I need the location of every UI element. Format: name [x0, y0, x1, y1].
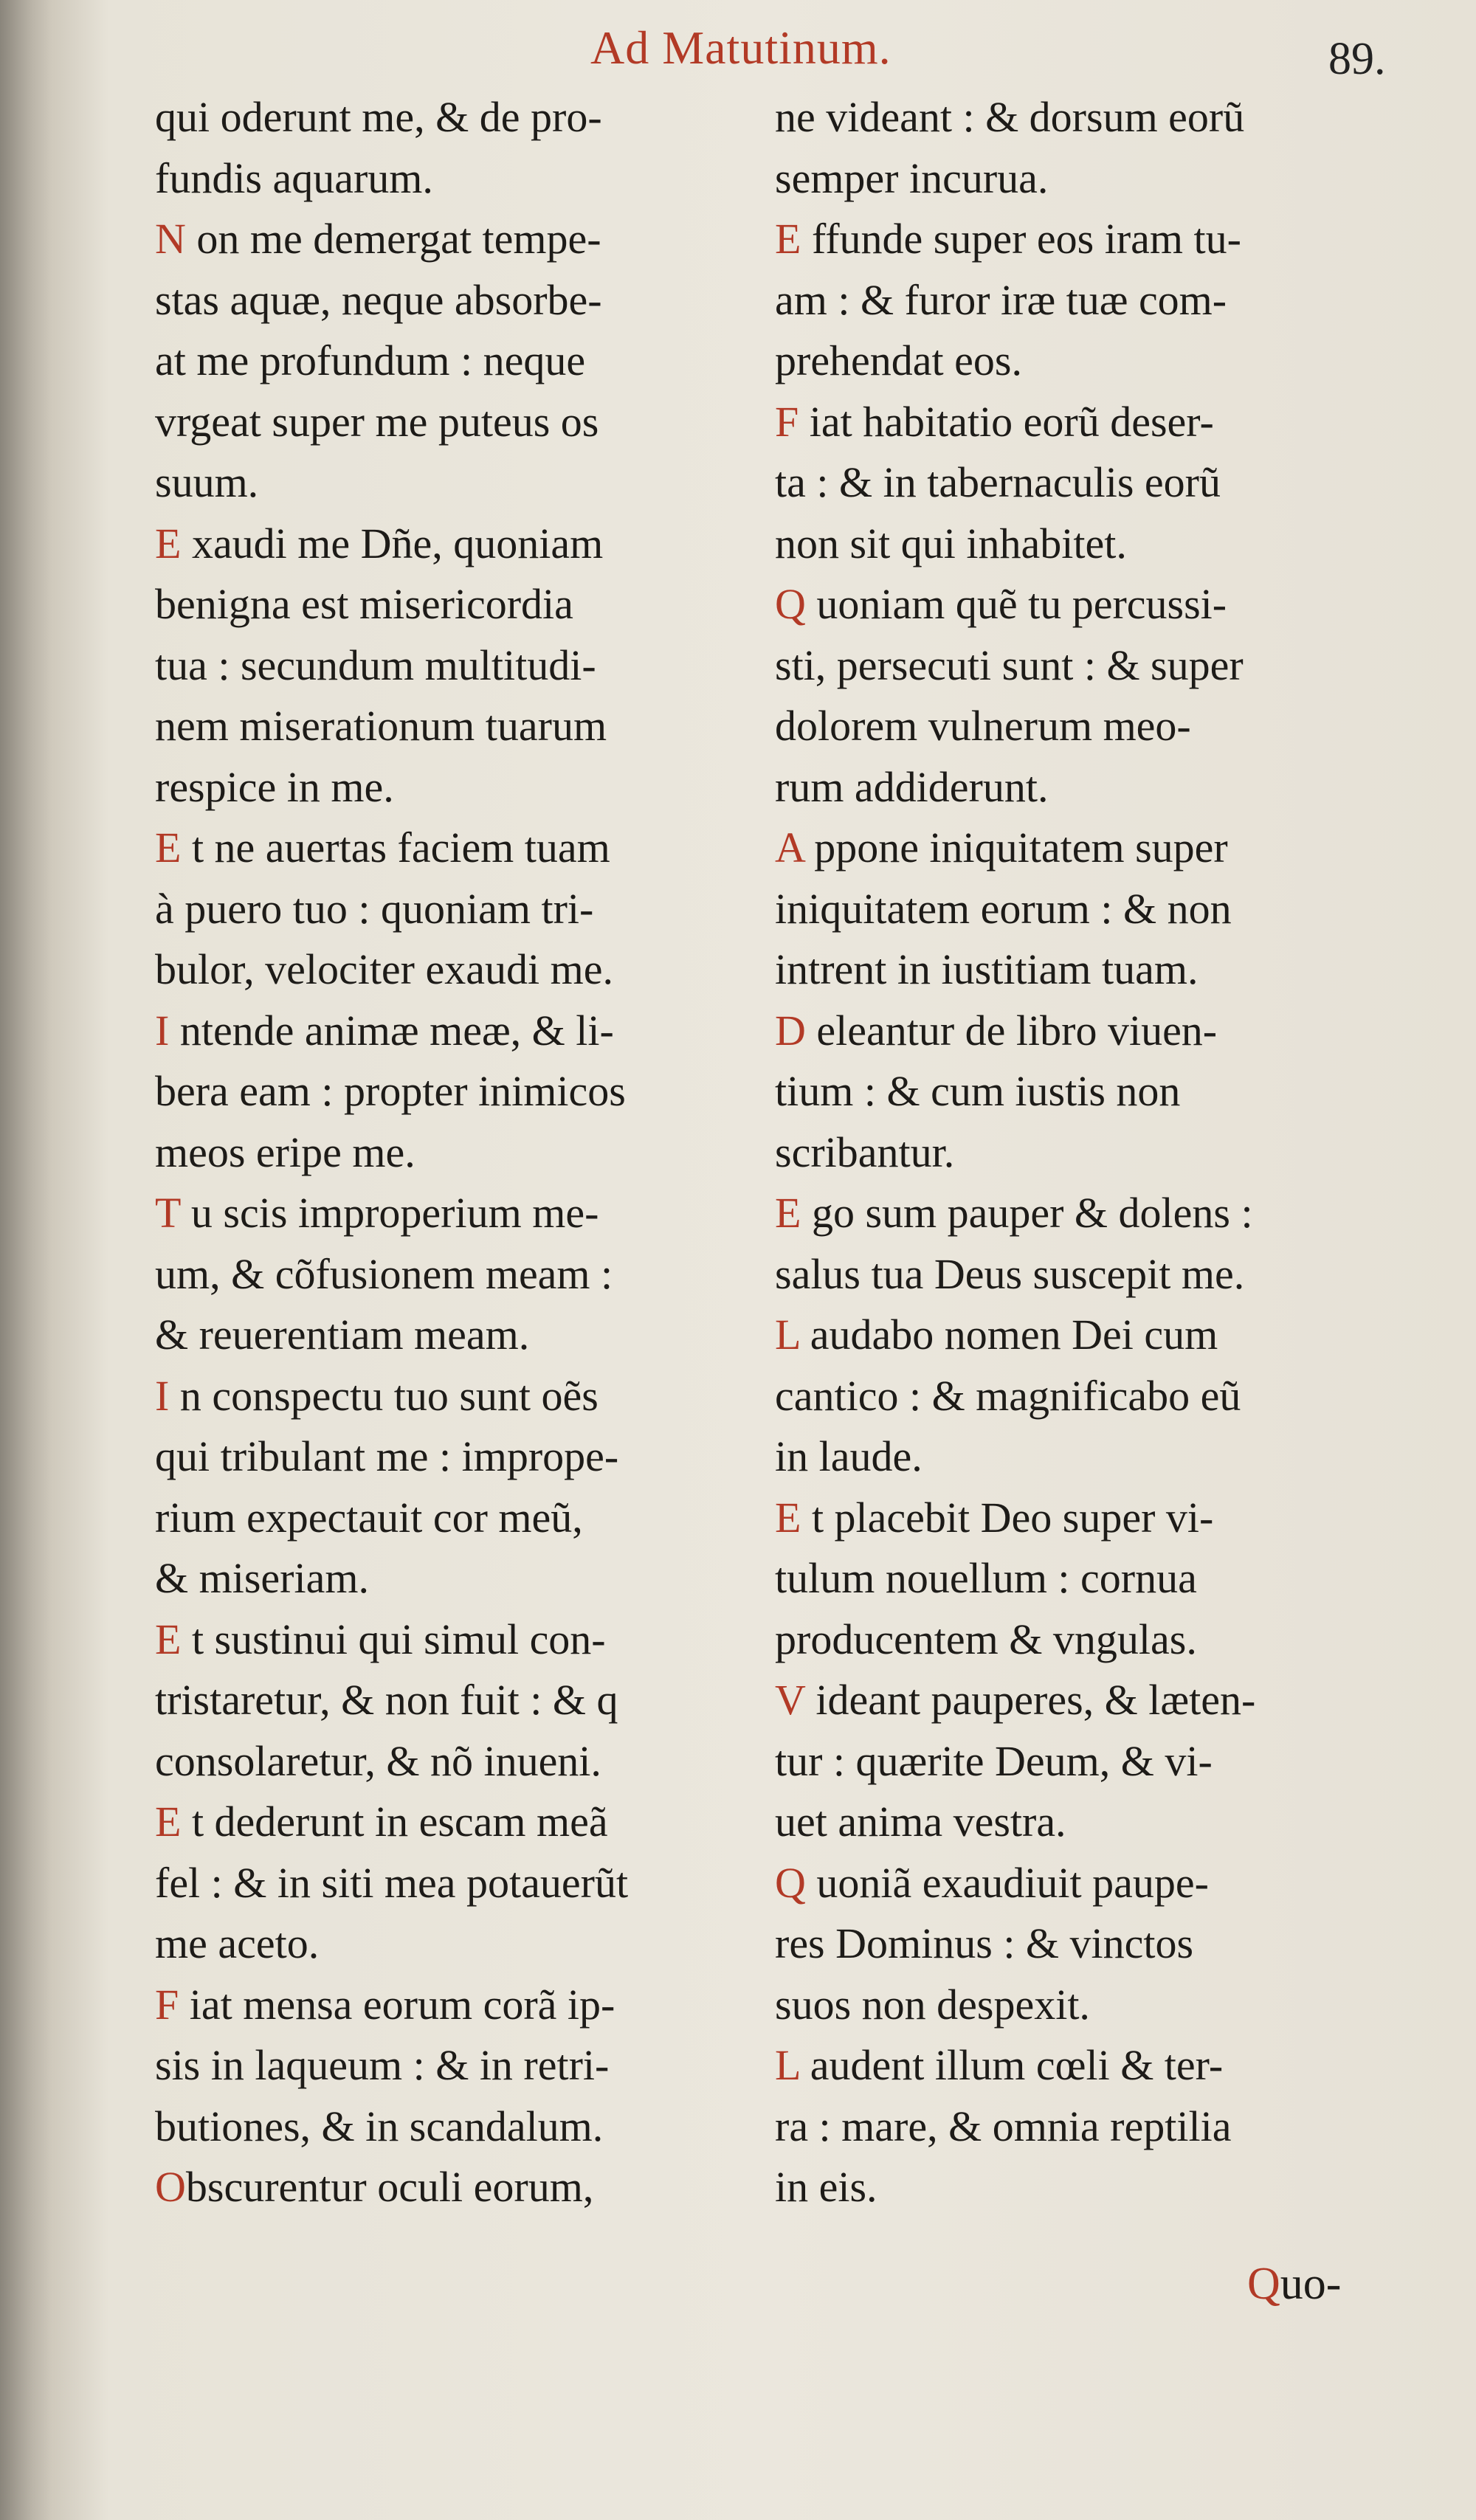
- line-text: fundis aquarum.: [155, 153, 433, 202]
- line-text: me aceto.: [155, 1919, 320, 1967]
- text-line: [775, 1609, 1365, 1671]
- text-line: [155, 2096, 745, 2158]
- text-line: [155, 939, 745, 1001]
- catchword: [1247, 2258, 1341, 2310]
- text-line: [775, 2096, 1365, 2158]
- text-line: [155, 452, 745, 514]
- rubricated-initial: Q: [775, 580, 806, 628]
- text-line: [155, 1366, 745, 1427]
- line-text: fel : & in siti mea potauerũt: [155, 1858, 629, 1907]
- line-text: ra : mare, & omnia reptilia: [775, 2102, 1232, 2150]
- line-text: scribantur.: [775, 1128, 955, 1176]
- right-column: [775, 87, 1365, 2218]
- text-line: [155, 1122, 745, 1184]
- line-text: tulum nouellum : cornua: [775, 1554, 1197, 1602]
- rubricated-initial: T: [155, 1189, 181, 1237]
- rubricated-initial: Q: [775, 1858, 806, 1907]
- line-text: go sum pauper & dolens :: [801, 1189, 1253, 1237]
- text-line: [155, 1548, 745, 1609]
- text-line: [775, 635, 1365, 697]
- rubricated-initial: F: [775, 397, 799, 446]
- rubricated-initial: E: [155, 1798, 182, 1846]
- text-line: [775, 1548, 1365, 1609]
- rubricated-initial: E: [155, 1615, 182, 1663]
- line-text: tium : & cum iustis non: [775, 1067, 1181, 1115]
- line-text: sti, persecuti sunt : & super: [775, 641, 1244, 689]
- line-text: t dederunt in escam meã: [181, 1798, 608, 1846]
- line-text: tristaretur, & non fuit : & q: [155, 1676, 618, 1724]
- text-line: [155, 1792, 745, 1853]
- rubricated-initial: O: [155, 2163, 186, 2211]
- text-line: [775, 1305, 1365, 1366]
- text-line: [155, 1853, 745, 1914]
- text-line: [775, 2035, 1365, 2096]
- text-line: [155, 1609, 745, 1671]
- text-line: [155, 1488, 745, 1549]
- line-text: salus tua Deus suscepit me.: [775, 1249, 1245, 1298]
- text-line: [155, 1975, 745, 2036]
- text-line: [155, 1731, 745, 1792]
- line-text: rum addiderunt.: [775, 762, 1049, 811]
- text-line: [775, 209, 1365, 270]
- line-text: stas aquæ, neque absorbe-: [155, 275, 602, 324]
- line-text: iat mensa eorum corã ip-: [179, 1980, 615, 2029]
- text-line: [155, 1001, 745, 1062]
- line-text: tua : secundum multitudi-: [155, 641, 596, 689]
- text-line: [155, 331, 745, 392]
- text-line: [775, 879, 1365, 940]
- text-line: [155, 270, 745, 331]
- line-text: benigna est misericordia: [155, 580, 573, 628]
- line-text: audent illum cœli & ter-: [799, 2041, 1224, 2089]
- line-text: ntende animæ meæ, & li-: [169, 1006, 614, 1054]
- text-line: [775, 392, 1365, 453]
- line-text: ffunde super eos iram tu-: [801, 215, 1241, 263]
- line-text: iniquitatem eorum : & non: [775, 884, 1232, 933]
- line-text: suum.: [155, 458, 259, 506]
- line-text: u scis improperium me-: [180, 1189, 599, 1237]
- line-text: suos non despexit.: [775, 1980, 1090, 2029]
- rubricated-initial: I: [155, 1006, 170, 1054]
- text-line: [775, 1122, 1365, 1184]
- line-text: on me demergat tempe-: [185, 215, 601, 263]
- rubricated-initial: L: [775, 2041, 800, 2089]
- text-line: [155, 696, 745, 757]
- line-text: butiones, & in scandalum.: [155, 2102, 604, 2150]
- left-column: [155, 87, 745, 2218]
- text-line: [155, 1305, 745, 1366]
- line-text: non sit qui inhabitet.: [775, 519, 1127, 567]
- line-text: in laude.: [775, 1432, 922, 1480]
- rubricated-initial: E: [775, 1493, 801, 1542]
- text-line: [155, 392, 745, 453]
- rubricated-initial: E: [155, 519, 182, 567]
- line-text: ideant pauperes, & læten-: [804, 1676, 1256, 1724]
- text-line: [775, 87, 1365, 148]
- line-text: & miseriam.: [155, 1554, 369, 1602]
- line-text: à puero tuo : quoniam tri-: [155, 884, 594, 933]
- line-text: qui oderunt me, & de pro-: [155, 93, 602, 141]
- line-text: rium expectauit cor meũ,: [155, 1493, 583, 1542]
- text-line: [775, 1731, 1365, 1792]
- text-line: [155, 1183, 745, 1244]
- line-text: vrgeat super me puteus os: [155, 397, 599, 446]
- rubricated-initial: V: [775, 1676, 805, 1724]
- rubricated-initial: E: [775, 1189, 801, 1237]
- line-text: respice in me.: [155, 762, 394, 811]
- text-line: [775, 1913, 1365, 1975]
- rubricated-initial: E: [775, 215, 801, 263]
- text-line: [775, 574, 1365, 635]
- catchword-initial: Q: [1247, 2259, 1280, 2309]
- text-line: [775, 1001, 1365, 1062]
- line-text: ppone iniquitatem super: [803, 824, 1228, 871]
- rubricated-initial: N: [155, 215, 186, 263]
- catchword-rest: uo-: [1280, 2259, 1342, 2309]
- line-text: um, & cõfusionem meam :: [155, 1249, 613, 1298]
- text-line: [155, 757, 745, 818]
- running-head: Ad Matutinum.: [590, 21, 892, 74]
- text-line: [775, 1183, 1365, 1244]
- line-text: & reuerentiam meam.: [155, 1311, 530, 1359]
- text-line: [155, 1426, 745, 1488]
- line-text: consolaretur, & nõ inueni.: [155, 1736, 601, 1785]
- text-line: [775, 1488, 1365, 1549]
- text-line: [775, 1853, 1365, 1914]
- line-text: uoniam quẽ tu percussi-: [805, 580, 1227, 628]
- text-line: [775, 331, 1365, 392]
- text-line: [775, 1975, 1365, 2036]
- text-line: [155, 2157, 745, 2218]
- line-text: prehendat eos.: [775, 336, 1022, 384]
- line-text: t ne auertas faciem tuam: [181, 824, 610, 871]
- line-text: uoniã exaudiuit paupe-: [805, 1858, 1209, 1907]
- text-line: [775, 1061, 1365, 1122]
- text-line: [775, 270, 1365, 331]
- text-line: [155, 574, 745, 635]
- rubricated-initial: F: [155, 1980, 179, 2029]
- line-text: intrent in iustitiam tuam.: [775, 945, 1199, 993]
- line-text: nem miserationum tuarum: [155, 702, 607, 750]
- line-text: sis in laqueum : & in retri-: [155, 2041, 610, 2089]
- line-text: at me profundum : neque: [155, 336, 586, 384]
- line-text: uet anima vestra.: [775, 1798, 1066, 1846]
- line-text: ne videant : & dorsum eorũ: [775, 93, 1245, 141]
- line-text: producentem & vngulas.: [775, 1615, 1197, 1663]
- line-text: am : & furor iræ tuæ com-: [775, 275, 1227, 324]
- text-line: [775, 939, 1365, 1001]
- line-text: res Dominus : & vinctos: [775, 1919, 1194, 1967]
- text-line: [775, 452, 1365, 514]
- line-text: bscurentur oculi eorum,: [185, 2163, 594, 2211]
- line-text: bulor, velociter exaudi me.: [155, 945, 613, 993]
- text-line: [775, 1670, 1365, 1731]
- text-line: [775, 1366, 1365, 1427]
- line-text: in eis.: [775, 2163, 877, 2211]
- line-text: audabo nomen Dei cum: [799, 1311, 1218, 1359]
- rubricated-initial: E: [155, 824, 182, 871]
- line-text: semper incurua.: [775, 153, 1049, 202]
- text-line: [155, 1061, 745, 1122]
- line-text: t placebit Deo super vi-: [801, 1493, 1214, 1542]
- text-line: [775, 1792, 1365, 1853]
- line-text: bera eam : propter inimicos: [155, 1067, 626, 1115]
- text-line: [155, 2035, 745, 2096]
- text-line: [155, 148, 745, 210]
- line-text: dolorem vulnerum meo-: [775, 702, 1191, 750]
- line-text: meos eripe me.: [155, 1128, 415, 1176]
- text-line: [155, 514, 745, 575]
- line-text: iat habitatio eorũ deser-: [799, 397, 1214, 446]
- text-line: [155, 1670, 745, 1731]
- text-line: [775, 514, 1365, 575]
- line-text: eleantur de libro viuen-: [805, 1006, 1218, 1054]
- text-line: [155, 1244, 745, 1305]
- text-line: [155, 635, 745, 697]
- line-text: xaudi me Dñe, quoniam: [181, 519, 604, 567]
- rubricated-initial: L: [775, 1311, 800, 1359]
- text-line: [775, 818, 1365, 879]
- rubricated-initial: A: [775, 824, 804, 871]
- line-text: t sustinui qui simul con-: [181, 1615, 606, 1663]
- line-text: cantico : & magnificabo eũ: [775, 1371, 1241, 1420]
- text-line: [775, 2157, 1365, 2218]
- binding-gutter: [0, 0, 52, 2520]
- text-line: [775, 757, 1365, 818]
- text-line: [155, 209, 745, 270]
- line-text: n conspectu tuo sunt oẽs: [169, 1371, 599, 1420]
- text-line: [775, 696, 1365, 757]
- text-line: [155, 1913, 745, 1975]
- line-text: tur : quærite Deum, & vi-: [775, 1736, 1213, 1785]
- text-line: [155, 87, 745, 148]
- rubricated-initial: D: [775, 1006, 806, 1054]
- text-line: [155, 879, 745, 940]
- page-number: 89.: [1328, 34, 1386, 84]
- rubricated-initial: I: [155, 1371, 170, 1420]
- text-line: [775, 148, 1365, 210]
- line-text: qui tribulant me : imprope-: [155, 1432, 619, 1480]
- text-line: [155, 818, 745, 879]
- text-line: [775, 1244, 1365, 1305]
- text-line: [775, 1426, 1365, 1488]
- line-text: ta : & in tabernaculis eorũ: [775, 458, 1221, 506]
